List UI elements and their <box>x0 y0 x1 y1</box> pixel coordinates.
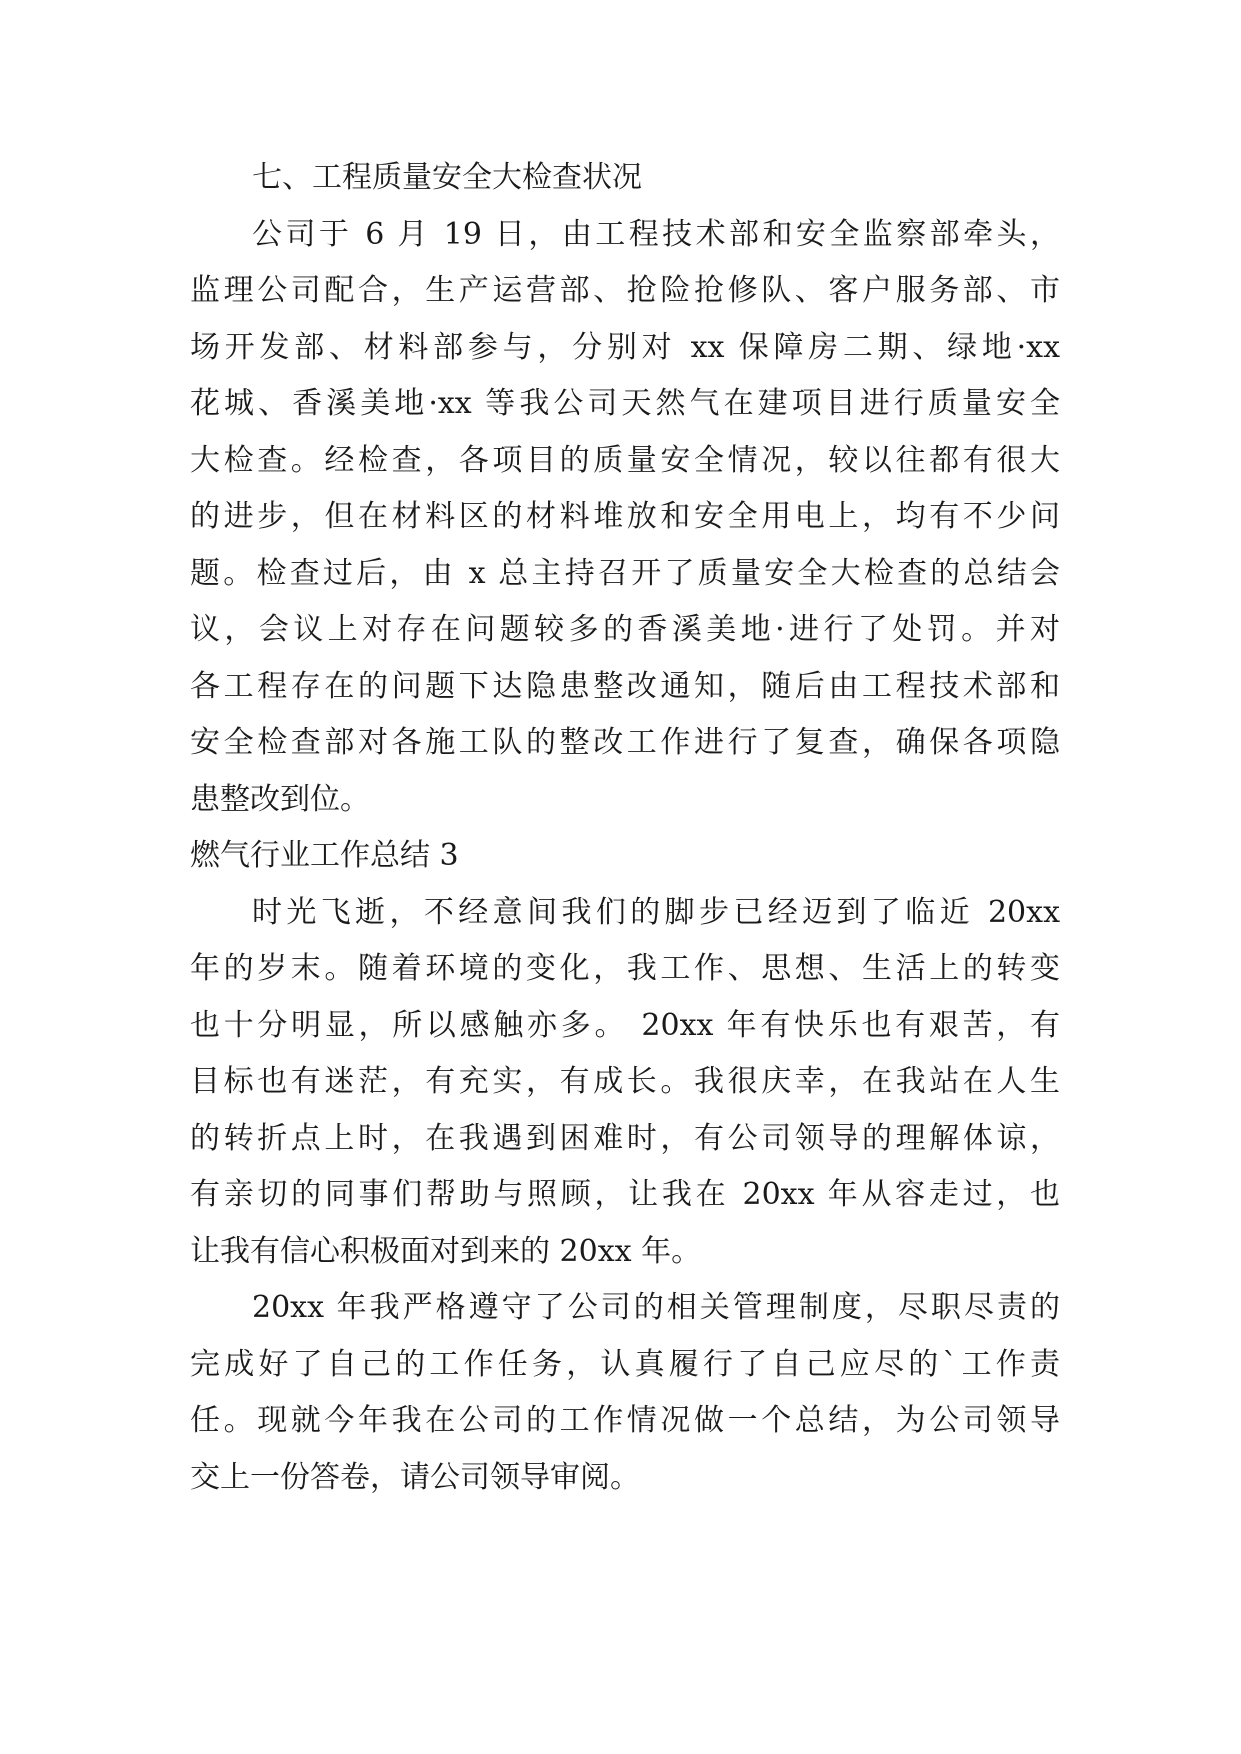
text-line: 交上一份答卷，请公司领导审阅。 <box>190 1459 640 1495</box>
text-line: 大检查。经检查，各项目的质量安全情况，较以往都有很大 <box>190 442 1060 478</box>
text-line: 目标也有迷茫，有充实，有成长。我很庆幸，在我站在人生 <box>190 1064 1060 1099</box>
text-line: 的转折点上时，在我遇到困难时，有公司领导的理解体谅， <box>190 1120 1060 1156</box>
text-line: 完成好了自己的工作任务，认真履行了自己应尽的`工作责 <box>190 1346 1060 1382</box>
text-line: 有亲切的同事们帮助与照顾，让我在 20xx 年从容走过，也 <box>190 1177 1060 1212</box>
summary-paragraph-1 <box>190 895 1060 1291</box>
text-line: 安全检查部对各施工队的整改工作进行了复查，确保各项隐 <box>190 725 1060 760</box>
text-line: 场开发部、材料部参与，分别对 xx 保障房二期、绿地·xx <box>190 329 1060 365</box>
text-line: 任。现就今年我在公司的工作情况做一个总结，为公司领导 <box>190 1403 1060 1438</box>
text-line: 20xx 年我严格遵守了公司的相关管理制度，尽职尽责的 <box>252 1290 1060 1325</box>
text-line: 题。检查过后，由 x 总主持召开了质量安全大检查的总结会 <box>190 555 1060 591</box>
summary-paragraph-2 <box>190 1290 1060 1516</box>
text-line: 让我有信心积极面对到来的 20xx 年。 <box>190 1233 702 1269</box>
text-line: 各工程存在的问题下达隐患整改通知，随后由工程技术部和 <box>190 668 1060 704</box>
text-line: 也十分明显，所以感触亦多。 20xx 年有快乐也有艰苦，有 <box>190 1007 1060 1043</box>
text-line: 监理公司配合，生产运营部、抢险抢修队、客户服务部、市 <box>190 273 1060 308</box>
text-line: 时光飞逝，不经意间我们的脚步已经迈到了临近 20xx <box>252 894 1060 930</box>
text-line: 公司于 6 月 19 日，由工程技术部和安全监察部牵头， <box>252 216 1060 252</box>
text-line: 年的岁末。随着环境的变化，我工作、思想、生活上的转变 <box>190 951 1060 986</box>
text-line: 花城、香溪美地·xx 等我公司天然气在建项目进行质量安全 <box>190 386 1060 421</box>
document-body <box>190 160 1060 1516</box>
summary-title: 燃气行业工作总结 3 <box>190 838 459 873</box>
section-heading: 七、工程质量安全大检查状况 <box>252 160 642 195</box>
text-line: 的进步，但在材料区的材料堆放和安全用电上，均有不少问 <box>190 499 1060 534</box>
text-line: 议，会议上对存在问题较多的香溪美地·进行了处罚。并对 <box>190 612 1060 647</box>
section7-paragraph <box>190 217 1060 839</box>
text-line: 患整改到位。 <box>190 781 370 817</box>
